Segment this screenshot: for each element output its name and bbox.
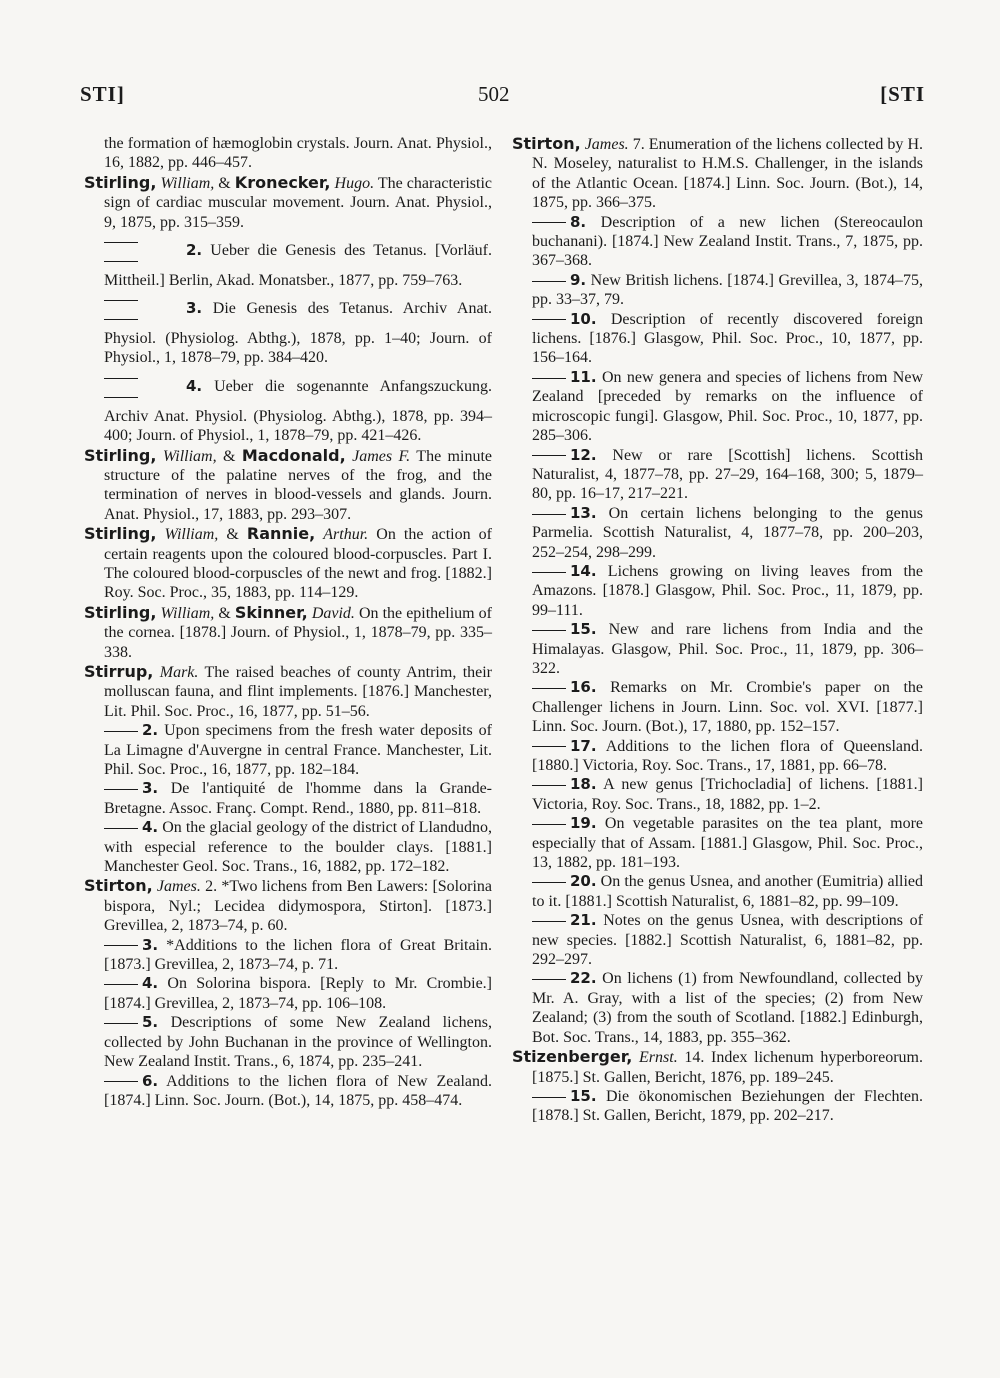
bibliography-entry <box>84 603 492 662</box>
entry-number: 3. <box>142 779 159 798</box>
author-join: & <box>216 447 242 465</box>
entry-text: Die Genesis des Tetanus. Archiv Anat. Physiol. (Physiolog. Abthg.), 1878, pp. 1–40; Journ. of Physiol., 1, 1878–79, pp. 384–420. <box>104 300 492 367</box>
entry-text: *Additions to the lichen flora of Great Britain. [1873.] Grevillea, 2, 1873–74, p. 71. <box>104 936 492 974</box>
coauthor-surname: Rannie, <box>246 524 316 544</box>
bibliography-entry <box>84 721 492 779</box>
bibliography-entry <box>84 779 492 818</box>
repeat-author-dash <box>532 882 566 883</box>
author-surname: Stirling, <box>84 524 157 544</box>
entry-number: 5. <box>142 1013 159 1032</box>
entry-text: On vegetable parasites on the tea plant, more especially that of Assam. [1881.] Glasgow, Phil. Soc. Proc., 13, 1882, pp. 181–193. <box>532 815 923 872</box>
running-head-left: STI] <box>80 82 125 106</box>
repeat-author-dash <box>532 455 566 456</box>
repeat-author-dash <box>532 921 566 922</box>
repeat-author-dash <box>532 824 566 825</box>
entry-text: 7. Enumeration of the lichens collected by H. N. Moseley, naturalist to H.M.S. Challenger, in the islands of the Atlantic Ocean. [1874.] Linn. Soc. Journ. (Bot.), 14, 1875, pp. 366–375. <box>532 136 923 212</box>
entry-text: 14. Index lichenum hyperboreorum. [1875.] St. Gallen, Bericht, 1876, pp. 189–245. <box>532 1049 924 1086</box>
entry-text: Additions to the lichen flora of New Zealand. [1874.] Linn. Soc. Journ. (Bot.), 14, 1875, pp. 458–474. <box>104 1072 492 1109</box>
repeat-author-dash <box>104 1023 138 1024</box>
entry-number: 16. <box>570 678 597 697</box>
entry-number: 17. <box>570 736 597 755</box>
right-column <box>512 134 923 1126</box>
author-surname: Stirton, <box>512 134 581 153</box>
repeat-author-dash <box>532 979 566 980</box>
author-surname: Stizenberger, <box>512 1047 633 1067</box>
entry-number: 20. <box>570 872 597 891</box>
coauthor-given-name: Arthur. <box>323 526 369 544</box>
entry-number: 4. <box>142 818 159 837</box>
entry-number: 15. <box>570 620 597 639</box>
coauthor-surname: Macdonald, <box>241 445 346 465</box>
bibliography-entry <box>512 446 923 504</box>
entry-number: 2. <box>142 721 159 740</box>
author-surname: Stirling, <box>84 602 157 622</box>
bibliography-entry <box>512 134 923 213</box>
entry-text: the formation of hæmoglobin crystals. Journ. Anat. Physiol., 16, 1882, pp. 446–457. <box>104 135 492 172</box>
entry-text: Ueber die sogenannte Anfangszuckung. Archiv Anat. Physiol. (Physiolog. Abthg.), 1878, pp. 394–400; Journ. of Physiol., 1, 1878–79, pp. 421–426. <box>104 377 492 445</box>
entry-text: On the action of certain reagents upon the coloured blood-corpuscles. Part I. The coloured blood-corpuscles of the newt and frog. [1882.] Roy. Soc. Proc., 35, 1883, pp. 114–129. <box>104 526 492 602</box>
bibliography-entry <box>512 872 923 911</box>
entry-text: Description of recently discovered foreign lichens. [1876.] Glasgow, Phil. Soc. Proc., 10, 1877, pp. 156–164. <box>532 310 923 367</box>
bibliography-entry <box>84 662 492 721</box>
entry-number: 19. <box>570 814 597 833</box>
repeat-author-dash <box>532 1097 566 1098</box>
entry-text: Lichens growing on living leaves from the Amazons. [1878.] Glasgow, Phil. Soc. Proc., 11, 1879, pp. 99–111. <box>532 562 923 619</box>
bibliography-entry <box>512 620 923 678</box>
entry-text: 2. *Two lichens from Ben Lawers: [Solorina bispora, Nyl.; Lecidea didymospora, Stirton]. [1873.] Grevillea, 2, 1873–74, p. 60. <box>104 878 492 935</box>
entry-text: The minute structure of the palatine nerves of the frog, and the termination of nerves in blood-vessels and glands. Journ. Anat. Physiol., 17, 1883, pp. 293–307. <box>104 447 492 523</box>
author-given-name: James. <box>156 878 201 896</box>
author-join: & <box>218 526 247 544</box>
entry-text: Description of a new lichen (Stereocaulon buchanani). [1874.] New Zealand Instit. Trans., 7, 1875, pp. 367–368. <box>532 213 923 270</box>
author-surname: Stirling, <box>84 445 157 465</box>
entry-text: New and rare lichens from India and the Himalayas. Glasgow, Phil. Soc. Proc., 11, 1879, pp. 306–322. <box>532 621 923 677</box>
entry-text: Ueber die Genesis des Tetanus. [Vorläuf. Mittheil.] Berlin, Akad. Monatsber., 1877, pp. 759–763. <box>104 242 492 289</box>
bibliography-entry <box>84 446 492 525</box>
page-number: 502 <box>478 82 510 106</box>
entry-number: 14. <box>570 561 597 580</box>
entry-number: 11. <box>570 367 597 386</box>
repeat-author-dash <box>532 514 566 515</box>
entry-text: A new genus [Trichocladia] of lichens. [1881.] Victoria, Roy. Soc. Trans., 18, 1882, pp. 1–2. <box>532 776 923 813</box>
repeat-author-dash <box>104 1081 138 1082</box>
entry-number: 4. <box>186 376 203 395</box>
entry-number: 21. <box>570 911 597 930</box>
coauthor-surname: Skinner, <box>234 602 308 622</box>
repeat-author-dash <box>104 789 138 790</box>
bibliography-entry <box>84 232 492 290</box>
entry-number: 10. <box>570 309 597 328</box>
entry-text: Die ökonomischen Beziehungen der Flechten. [1878.] St. Gallen, Bericht, 1879, pp. 202–217. <box>532 1087 923 1125</box>
repeat-author-dash <box>532 688 566 689</box>
bibliography-entry <box>512 814 923 872</box>
author-given-name: William, <box>160 174 215 192</box>
bibliography-entry <box>512 1087 923 1126</box>
bibliography-entry <box>84 818 492 876</box>
entry-text: On the epithelium of the cornea. [1878.] Journ. of Physiol., 1, 1878–79, pp. 335–338. <box>104 604 493 661</box>
left-column <box>84 134 492 1110</box>
entry-text: On lichens (1) from Newfoundland, collected by Mr. A. Gray, with a list of the species; (2) from New Zealand; (3) from the south of Scotland. [1882.] Edinburgh, Bot. Soc. Trans., 14, 1883, pp. 355–362. <box>532 970 923 1046</box>
bibliography-entry <box>512 368 923 446</box>
bibliography-entry <box>84 368 492 446</box>
repeat-author-dash <box>532 572 566 573</box>
entry-text: On the genus Usnea, and another (Eumitria) allied to it. [1881.] Scottish Naturalist, 6, 1881–82, pp. 99–109. <box>532 873 923 910</box>
bibliography-entry <box>84 524 492 603</box>
repeat-author-dash <box>104 232 182 271</box>
bibliography-entry <box>84 936 492 975</box>
entry-number: 15. <box>570 1086 597 1105</box>
bibliography-entry <box>512 678 923 736</box>
entry-number: 18. <box>570 775 597 794</box>
entry-number: 3. <box>186 299 203 318</box>
entry-number: 2. <box>186 241 203 260</box>
author-surname: Stirrup, <box>84 661 154 681</box>
entry-number: 3. <box>142 935 159 954</box>
author-given-name: Mark. <box>159 663 199 681</box>
bibliography-entry <box>512 271 923 310</box>
bibliography-entry <box>512 504 923 562</box>
entry-text: On new genera and species of lichens from New Zealand [preceded by remarks on the influence of microscopic fungi]. Glasgow, Phil. Soc. Proc., 10, 1877, pp. 285–306. <box>532 368 923 445</box>
repeat-author-dash <box>532 319 566 320</box>
entry-text: Descriptions of some New Zealand lichens, collected by John Buchanan in the province of Wellington. New Zealand Instit. Trans., 6, 1874, pp. 235–241. <box>104 1014 492 1071</box>
repeat-author-dash <box>104 984 138 985</box>
bibliography-entry <box>84 173 492 232</box>
entry-number: 12. <box>570 445 597 464</box>
bibliography-entry <box>84 876 492 935</box>
repeat-author-dash <box>104 368 182 407</box>
bibliography-entry <box>84 1013 492 1071</box>
repeat-author-dash <box>532 281 566 282</box>
repeat-author-dash <box>532 222 566 223</box>
bibliography-entry <box>512 310 923 368</box>
author-given-name: Ernst. <box>639 1049 678 1067</box>
bibliography-entry <box>84 1072 492 1111</box>
repeat-author-dash <box>532 378 566 379</box>
entry-number: 9. <box>570 270 587 289</box>
entry-number: 13. <box>570 503 597 522</box>
entry-text: The raised beaches of county Antrim, their molluscan fauna, and flint implements. [1876.] Manchester, Lit. Phil. Soc. Proc., 16, 1877, pp. 51–56. <box>104 663 493 720</box>
author-join: & <box>214 604 235 622</box>
bibliography-entry <box>84 974 492 1013</box>
author-given-name: William, <box>162 447 217 465</box>
author-join: & <box>214 174 235 192</box>
repeat-author-dash <box>104 945 138 946</box>
author-given-name: James. <box>584 136 629 153</box>
entry-text: Notes on the genus Usnea, with descriptions of new species. [1882.] Scottish Naturalist, 6, 1881–82, pp. 292–297. <box>532 912 923 969</box>
entry-number: 8. <box>570 212 587 231</box>
repeat-author-dash <box>104 828 138 829</box>
entry-number: 4. <box>142 974 159 993</box>
entry-text: On Solorina bispora. [Reply to Mr. Crombie.] [1874.] Grevillea, 2, 1873–74, pp. 106–108. <box>104 975 492 1012</box>
running-head-right: [STI <box>880 82 925 106</box>
bibliography-entry <box>84 134 492 173</box>
author-surname: Stirton, <box>84 876 153 896</box>
entry-text: Upon specimens from the fresh water deposits of La Limagne d'Auvergne in central France. Manchester, Lit. Phil. Soc. Proc., 16, 1877, pp. 182–184. <box>104 722 492 778</box>
entry-text: Remarks on Mr. Crombie's paper on the Challenger lichens in Journ. Linn. Soc. vol. XVI. [1877.] Linn. Soc. Journ. (Bot.), 17, 1880, pp. 152–157. <box>532 679 923 736</box>
entry-text: New British lichens. [1874.] Grevillea, 3, 1874–75, pp. 33–37, 79. <box>532 271 923 309</box>
coauthor-given-name: James F. <box>352 447 411 465</box>
coauthor-given-name: Hugo. <box>334 174 375 192</box>
entry-text: The characteristic sign of cardiac muscular movement. Journ. Anat. Physiol., 9, 1875, pp. 315–359. <box>104 174 493 231</box>
bibliography-entry <box>512 911 923 969</box>
repeat-author-dash <box>532 630 566 631</box>
repeat-author-dash <box>532 746 566 747</box>
author-surname: Stirling, <box>84 172 157 192</box>
entry-text: On the glacial geology of the district of Llandudno, with especial reference to the boulder clays. [1881.] Manchester Geol. Soc. Trans., 16, 1882, pp. 172–182. <box>104 819 492 876</box>
repeat-author-dash <box>104 290 182 329</box>
bibliography-entry <box>512 213 923 271</box>
author-given-name: William, <box>164 526 219 544</box>
repeat-author-dash <box>532 785 566 786</box>
entry-text: On certain lichens belonging to the genus Parmelia. Scottish Naturalist, 4, 1877–78, pp. 200–203, 252–254, 298–299. <box>532 504 923 561</box>
bibliography-entry <box>512 562 923 620</box>
coauthor-given-name: David. <box>311 604 355 622</box>
bibliography-entry <box>512 775 923 814</box>
entry-text: De l'antiquité de l'homme dans la Grande-Bretagne. Assoc. Franç. Compt. Rend., 1880, pp. 811–818. <box>104 780 492 817</box>
entry-number: 6. <box>142 1071 159 1090</box>
entry-text: Additions to the lichen flora of Queensland. [1880.] Victoria, Roy. Soc. Trans., 17, 1881, pp. 66–78. <box>532 737 923 774</box>
coauthor-surname: Kronecker, <box>234 172 331 192</box>
bibliography-entry <box>512 737 923 776</box>
author-given-name: William, <box>160 604 215 622</box>
bibliography-entry <box>512 969 923 1047</box>
bibliography-entry <box>512 1047 923 1087</box>
entry-text: New or rare [Scottish] lichens. Scottish Naturalist, 4, 1877–78, pp. 27–29, 164–168, 300; 5, 1879–80, pp. 16–17, 217–221. <box>532 446 923 503</box>
repeat-author-dash <box>104 731 138 732</box>
entry-number: 22. <box>570 969 597 988</box>
bibliography-entry <box>84 290 492 368</box>
